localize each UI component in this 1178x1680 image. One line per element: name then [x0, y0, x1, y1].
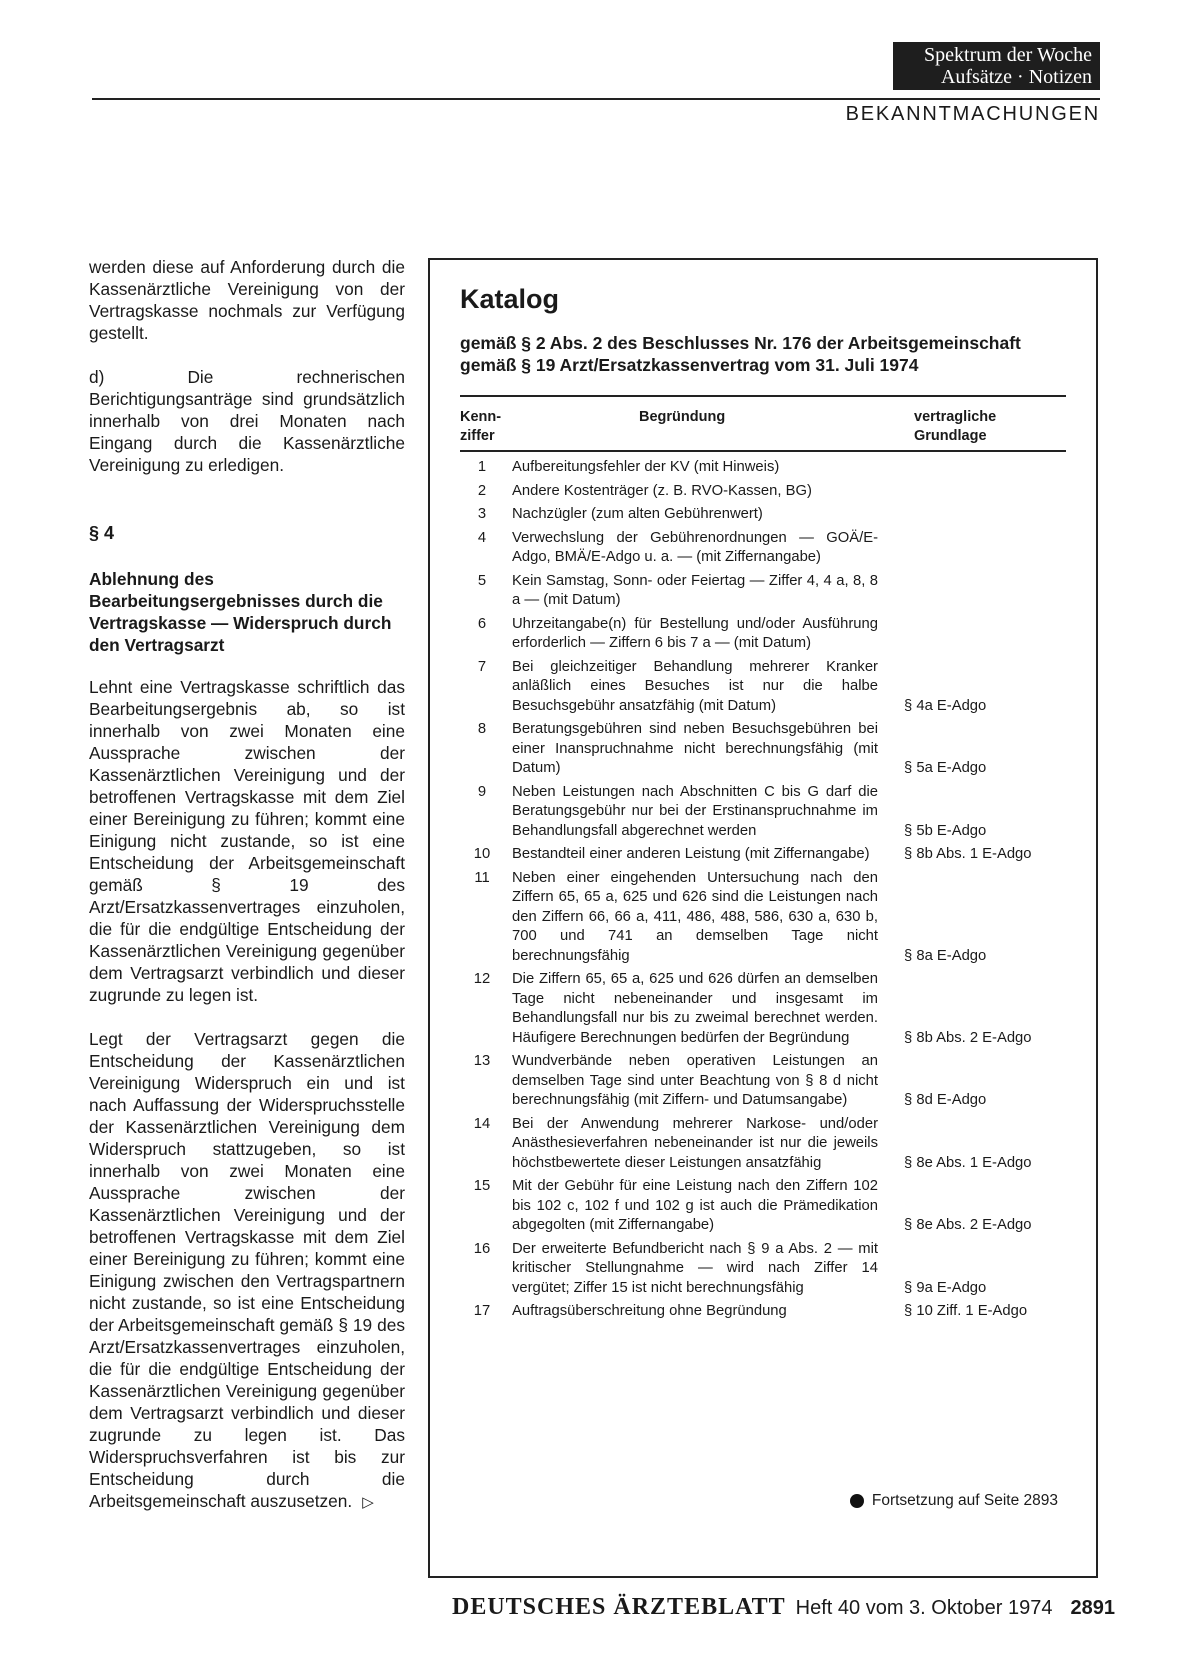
table-row [460, 1115, 1070, 1174]
section-tag-line1: Spektrum der Woche [924, 44, 1092, 66]
issue-info: Heft 40 vom 3. Oktober 1974 [795, 1597, 1053, 1619]
table-header-rule [460, 450, 1066, 452]
table-row [460, 529, 1070, 568]
table-row [460, 970, 1070, 1048]
row-reason-text: Verwechslung der Gebührenordnungen — GOÄ/E-Adgo, BMÄ/E-Adgo u. a. — (mit Ziffernangabe) [512, 529, 878, 565]
row-basis [892, 615, 1070, 654]
row-number-text: 17 [473, 1303, 491, 1319]
row-number [460, 615, 512, 654]
row-reason [512, 658, 892, 717]
row-basis [892, 720, 1070, 779]
row-number-text: 15 [473, 1178, 491, 1194]
row-basis-text: § 8e Abs. 1 E-Adgo [904, 1154, 1032, 1171]
row-number [460, 869, 512, 967]
header-rule [92, 98, 1100, 100]
row-reason [512, 458, 892, 478]
catalog-title: Katalog [460, 284, 560, 314]
row-reason-text: Andere Kostenträger (z. B. RVO-Kassen, BG) [512, 482, 812, 499]
row-reason [512, 970, 892, 1048]
row-basis [892, 482, 1070, 502]
row-reason-text: Beratungsgebühren sind neben Besuchsgebühren bei einer Inanspruchnahme nicht berechnungsfähig (mit Datum) [512, 721, 878, 776]
row-reason [512, 869, 892, 967]
journal-name: DEUTSCHES ÄRZTEBLATT [452, 1594, 786, 1620]
table-row [460, 845, 1070, 865]
row-number-text: 6 [477, 615, 487, 632]
catalog-box [428, 258, 1098, 1578]
row-number-text: 1 [477, 459, 487, 475]
row-reason [512, 845, 892, 865]
row-reason [512, 1115, 892, 1174]
row-number [460, 845, 512, 865]
row-number-text: 13 [473, 1053, 491, 1069]
col-header-number-line1: Kenn- [460, 409, 502, 425]
row-reason [512, 615, 892, 654]
col-header-number [460, 408, 501, 446]
section-title: Ablehnung des Bearbeitungsergebnisses durch die Vertragskasse — Widerspruch durch den Vertragsarzt [89, 569, 392, 655]
row-basis [892, 458, 1070, 478]
row-reason-text: Bei der Anwendung mehrerer Narkose- und/oder Anästhesieverfahren nebeneinander ist nur die jeweils höchstbewertete dieser Leistungen ansatzfähig [512, 1115, 878, 1171]
row-number [460, 720, 512, 779]
row-number-text: 10 [473, 846, 491, 862]
bullet-icon [850, 1494, 864, 1508]
row-basis-text: § 4a E-Adgo [904, 697, 987, 714]
left-column [89, 256, 405, 1536]
row-reason [512, 1052, 892, 1111]
row-reason-text: Neben Leistungen nach Abschnitten C bis G darf die Beratungsgebühr nur bei der Erstinanspruchnahme im Behandlungsfall abgerechnet werden [512, 783, 878, 839]
paragraph-1: werden diese auf Anforderung durch die Kassenärztliche Vereinigung von der Vertragskasse nochmals zur Verfügung gestellt. [89, 257, 405, 343]
table-row [460, 458, 1070, 478]
section-tag [893, 42, 1100, 90]
row-reason-text: Wundverbände neben operativen Leistungen an demselben Tage sind unter Beachtung von § 8 d nicht berechnungsfähig (mit Ziffern- und Datumsangabe) [512, 1053, 878, 1108]
row-reason [512, 1240, 892, 1299]
row-basis [892, 529, 1070, 568]
paragraph-4 [89, 1028, 405, 1514]
row-number-text: 8 [477, 721, 487, 737]
row-reason [512, 783, 892, 842]
paragraph-3: Lehnt eine Vertragskasse schriftlich das Bearbeitungsergebnis ab, so ist innerhalb von zwei Monaten eine Aussprache zwischen der Kassenärztlichen Vereinigung und der betroffenen Vertragskasse mit dem Ziel einer Bereinigung zu führen; kommt eine Einigung nicht zustande, so ist eine Entscheidung der Arbeitsgemeinschaft gemäß § 19 des Arzt/Ersatzkassenvertrages einzuholen, die für die endgültige Entscheidung der Kassenärztlichen Vereinigung gegenüber dem Vertragsarzt verbindlich und dieser zugrunde zu legen ist. [89, 677, 405, 1005]
col-header-number-line2: ziffer [460, 428, 495, 444]
row-basis [892, 970, 1070, 1048]
table-top-rule [460, 395, 1066, 397]
row-reason-text: Auftragsüberschreitung ohne Begründung [512, 1303, 787, 1319]
continuation-text: Fortsetzung auf Seite 2893 [871, 1492, 1058, 1509]
row-number-text: 4 [477, 529, 487, 546]
row-reason [512, 1177, 892, 1236]
row-number [460, 505, 512, 525]
continue-arrow-icon: ▷ [362, 1494, 374, 1511]
row-reason [512, 529, 892, 568]
row-number-text: 2 [477, 482, 487, 499]
table-row [460, 505, 1070, 525]
row-number-text: 14 [473, 1115, 491, 1132]
row-number-text: 11 [474, 869, 490, 886]
table-row [460, 1052, 1070, 1111]
catalog-subtitle: gemäß § 2 Abs. 2 des Beschlusses Nr. 176 der Arbeitsgemeinschaft gemäß § 19 Arzt/Ersatzkassenvertrag vom 31. Juli 1974 [460, 333, 1021, 375]
row-basis-text: § 8d E-Adgo [904, 1092, 987, 1108]
row-reason-text: Kein Samstag, Sonn- oder Feiertag — Ziffer 4, 4 a, 8, 8 a — (mit Datum) [512, 572, 878, 608]
col-header-basis-line1: vertragliche [914, 409, 997, 425]
row-basis [892, 505, 1070, 525]
row-number [460, 658, 512, 717]
table-row [460, 482, 1070, 502]
row-basis-text: § 9a E-Adgo [904, 1279, 987, 1296]
row-number-text: 7 [477, 658, 487, 675]
row-basis [892, 1240, 1070, 1299]
row-number [460, 572, 512, 611]
section-tag-line2: Aufsätze · Notizen [940, 66, 1092, 88]
table-row [460, 615, 1070, 654]
row-basis [892, 1052, 1070, 1111]
col-header-reason: Begründung [639, 409, 726, 425]
row-basis [892, 658, 1070, 717]
section-heading: BEKANNTMACHUNGEN [845, 103, 1100, 125]
row-number [460, 1115, 512, 1174]
row-basis [892, 845, 1070, 865]
row-reason-text: Bei gleichzeitiger Behandlung mehrerer Kranker anläßlich eines Besuches ist nur die halbe Besuchsgebühr ansatzfähig (mit Datum) [512, 658, 878, 714]
row-number-text: 12 [473, 971, 491, 987]
row-basis-text: § 8b Abs. 2 E-Adgo [904, 1029, 1032, 1046]
row-reason [512, 572, 892, 611]
row-reason [512, 482, 892, 502]
row-basis-text: § 5b E-Adgo [904, 822, 987, 839]
row-number [460, 458, 512, 478]
continuation-note [850, 1492, 1058, 1510]
row-number [460, 1177, 512, 1236]
table-row [460, 783, 1070, 842]
row-reason [512, 1302, 892, 1322]
row-number [460, 783, 512, 842]
paragraph-2: d) Die rechnerischen Berichtigungsanträge sind grundsätzlich innerhalb von drei Monaten nach Eingang durch die Kassenärztliche Vereinigung zu erledigen. [89, 367, 405, 475]
row-reason-text: Neben einer eingehenden Untersuchung nach den Ziffern 65, 65 a, 625 und 626 sind die Leistungen nach den Ziffern 66, 66 a, 411, 486, 488, 586, 630 a, 630 b, 700 und 741 an demselben Tage nicht berechnungsfähig [512, 869, 878, 964]
row-number-text: 9 [477, 783, 487, 800]
col-header-basis [914, 408, 996, 446]
table-row [460, 1177, 1070, 1236]
table-row [460, 869, 1070, 967]
row-reason [512, 720, 892, 779]
row-number-text: 16 [473, 1240, 491, 1257]
row-number-text: 5 [477, 572, 487, 589]
table-row [460, 572, 1070, 611]
row-number [460, 1302, 512, 1322]
table-row [460, 1240, 1070, 1299]
row-basis [892, 572, 1070, 611]
row-basis [892, 1302, 1070, 1322]
table-row [460, 658, 1070, 717]
row-basis-text: § 8b Abs. 1 E-Adgo [904, 846, 1032, 862]
row-basis [892, 869, 1070, 967]
row-reason-text: Die Ziffern 65, 65 a, 625 und 626 dürfen an demselben Tage nicht nebeneinander und insgesamt im Behandlungsfall nur bis zu zweimal berechnet werden. Häufigere Berechnungen bedürfen der Begründung [512, 971, 878, 1046]
row-basis-text: § 5a E-Adgo [904, 760, 987, 776]
row-number [460, 1052, 512, 1111]
row-number [460, 529, 512, 568]
row-number [460, 482, 512, 502]
page-footer [452, 1594, 1115, 1621]
row-reason [512, 505, 892, 525]
row-number [460, 970, 512, 1048]
table-row [460, 720, 1070, 779]
row-reason-text: Aufbereitungsfehler der KV (mit Hinweis) [512, 459, 780, 475]
row-reason-text: Uhrzeitangabe(n) für Bestellung und/oder Ausführung erforderlich — Ziffern 6 bis 7 a — (mit Datum) [512, 615, 878, 651]
row-number-text: 3 [477, 506, 487, 522]
row-basis [892, 1177, 1070, 1236]
row-basis-text: § 8a E-Adgo [904, 947, 987, 964]
row-basis [892, 1115, 1070, 1174]
col-header-basis-line2: Grundlage [914, 428, 987, 444]
row-basis [892, 783, 1070, 842]
row-reason-text: Nachzügler (zum alten Gebührenwert) [512, 506, 763, 522]
row-basis-text: § 8e Abs. 2 E-Adgo [904, 1217, 1032, 1233]
table-row [460, 1302, 1070, 1322]
paragraph-4-text: Legt der Vertragsarzt gegen die Entscheidung der Kassenärztlichen Vereinigung Widerspruch ein und ist nach Auffassung der Widerspruchsstelle der Kassenärztlichen Vereinigung dem Widerspruch stattzugeben, so ist innerhalb von zwei Monaten eine Aussprache zwischen der Kassenärztlichen Vereinigung und der betroffenen Vertragskasse mit dem Ziel einer Bereinigung zu führen; kommt eine Einigung zwischen den Vertragspartnern nicht zustande, so ist eine Entscheidung der Arbeitsgemeinschaft gemäß § 19 des Arzt/Ersatzkassenvertrages einzuholen, die für die endgültige Entscheidung der Kassenärztlichen Vereinigung gegenüber dem Vertragsarzt verbindlich und dieser zugrunde zu legen ist. Das Widerspruchsverfahren ist bis zur Entscheidung durch die Arbeitsgemeinschaft auszusetzen. [89, 1029, 405, 1511]
section-number: § 4 [89, 523, 115, 543]
row-reason-text: Mit der Gebühr für eine Leistung nach den Ziffern 102 bis 102 c, 102 f und 102 g ist auch die Prämedikation abgegolten (mit Ziffernangabe) [512, 1178, 878, 1233]
catalog-rows [460, 458, 1070, 1326]
page-number: 2891 [1070, 1597, 1115, 1619]
row-reason-text: Der erweiterte Befundbericht nach § 9 a Abs. 2 — mit kritischer Stellungnahme — wird nach Ziffer 14 vergütet; Ziffer 15 ist nicht berechnungsfähig [512, 1240, 878, 1296]
row-basis-text: § 10 Ziff. 1 E-Adgo [904, 1303, 1028, 1319]
row-number [460, 1240, 512, 1299]
row-reason-text: Bestandteil einer anderen Leistung (mit Ziffernangabe) [512, 846, 870, 862]
